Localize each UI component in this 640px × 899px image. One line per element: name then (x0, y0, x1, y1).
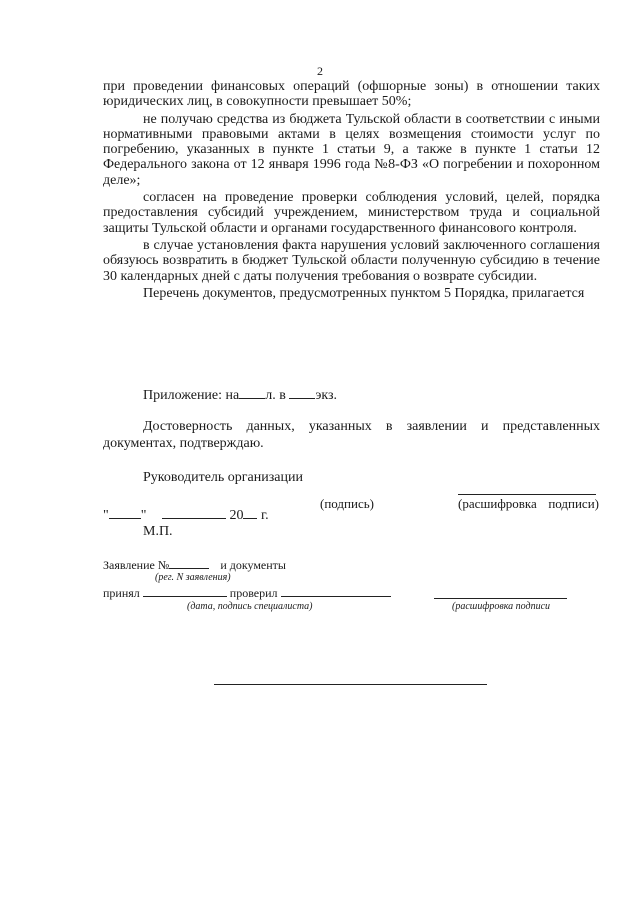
accepted-blank (143, 596, 227, 597)
closing-separator (214, 684, 487, 685)
decode-caption: (расшифровка подписи) (458, 496, 599, 511)
accepted-label: принял (103, 586, 140, 600)
application-prefix: Заявление № (103, 558, 170, 572)
date-day-blank (109, 518, 141, 519)
head-label: Руководитель организации (143, 470, 303, 485)
date-year-prefix: 20 (229, 508, 244, 523)
decode-specialist-line (434, 598, 567, 599)
date-close-quote: " (140, 508, 147, 523)
date-line (103, 508, 269, 524)
application-suffix: и документы (220, 558, 286, 572)
date-year-suffix: г. (260, 508, 269, 523)
attachment-copies-blank (289, 398, 315, 399)
page-number: 2 (317, 64, 323, 78)
paragraph-consent-check: согласен на проведение проверки соблюдения условий, целей, порядка предоставления субсидий учреждением, министерством труда и социальной защиты Тульской области и органами государственного финансового контроля. (103, 190, 600, 236)
signature-caption: (подпись) (320, 496, 374, 511)
attachment-mid: л. в (265, 388, 286, 403)
date-year-blank (243, 518, 257, 519)
reg-number-caption: (рег. N заявления) (155, 572, 231, 583)
confirmation-text: Достоверность данных, указанных в заявлении и представленных документах, подтверждаю. (103, 419, 600, 451)
attachment-line (143, 388, 337, 404)
application-number-blank (169, 568, 209, 569)
paragraph-refund: в случае установления факта нарушения условий заключенного соглашения обязуюсь возвратить в бюджет Тульской области полученную субсидию в течение 30 календарных дней с даты получения требования о возврате субсидии. (103, 237, 600, 284)
date-open-quote: " (103, 508, 109, 523)
paragraph-offshore: при проведении финансовых операций (офшорные зоны) в отношении таких юридических лиц, в совокупности превышает 50%; (103, 79, 600, 110)
seal-label: М.П. (143, 524, 173, 539)
attachment-prefix: Приложение: на (143, 388, 240, 403)
attachment-pages-blank (239, 398, 265, 399)
paragraph-no-funds: не получаю средства из бюджета Тульской области в соответствии с иными нормативными правовыми актами в целях возмещения стоимости услуг по погребению, указанных в пункте 1 статьи 9, а также в пункте 1 статьи 12 Федерального закона от 12 января 1996 года №8-ФЗ «О погребении и похоронном деле»; (103, 111, 600, 188)
paragraph-documents-list: Перечень документов, предусмотренных пунктом 5 Порядка, прилагается (143, 285, 585, 301)
checked-blank (281, 596, 391, 597)
document-body (103, 79, 600, 303)
specialist-decode-caption: (расшифровка подписи (452, 601, 551, 612)
checked-label: проверил (229, 586, 278, 600)
date-signature-caption: (дата, подпись специалиста) (187, 601, 313, 612)
application-line (103, 558, 286, 573)
date-month-blank (162, 518, 226, 519)
attachment-suffix: экз. (315, 388, 338, 403)
accepted-line (103, 586, 391, 601)
decode-line (458, 494, 596, 495)
